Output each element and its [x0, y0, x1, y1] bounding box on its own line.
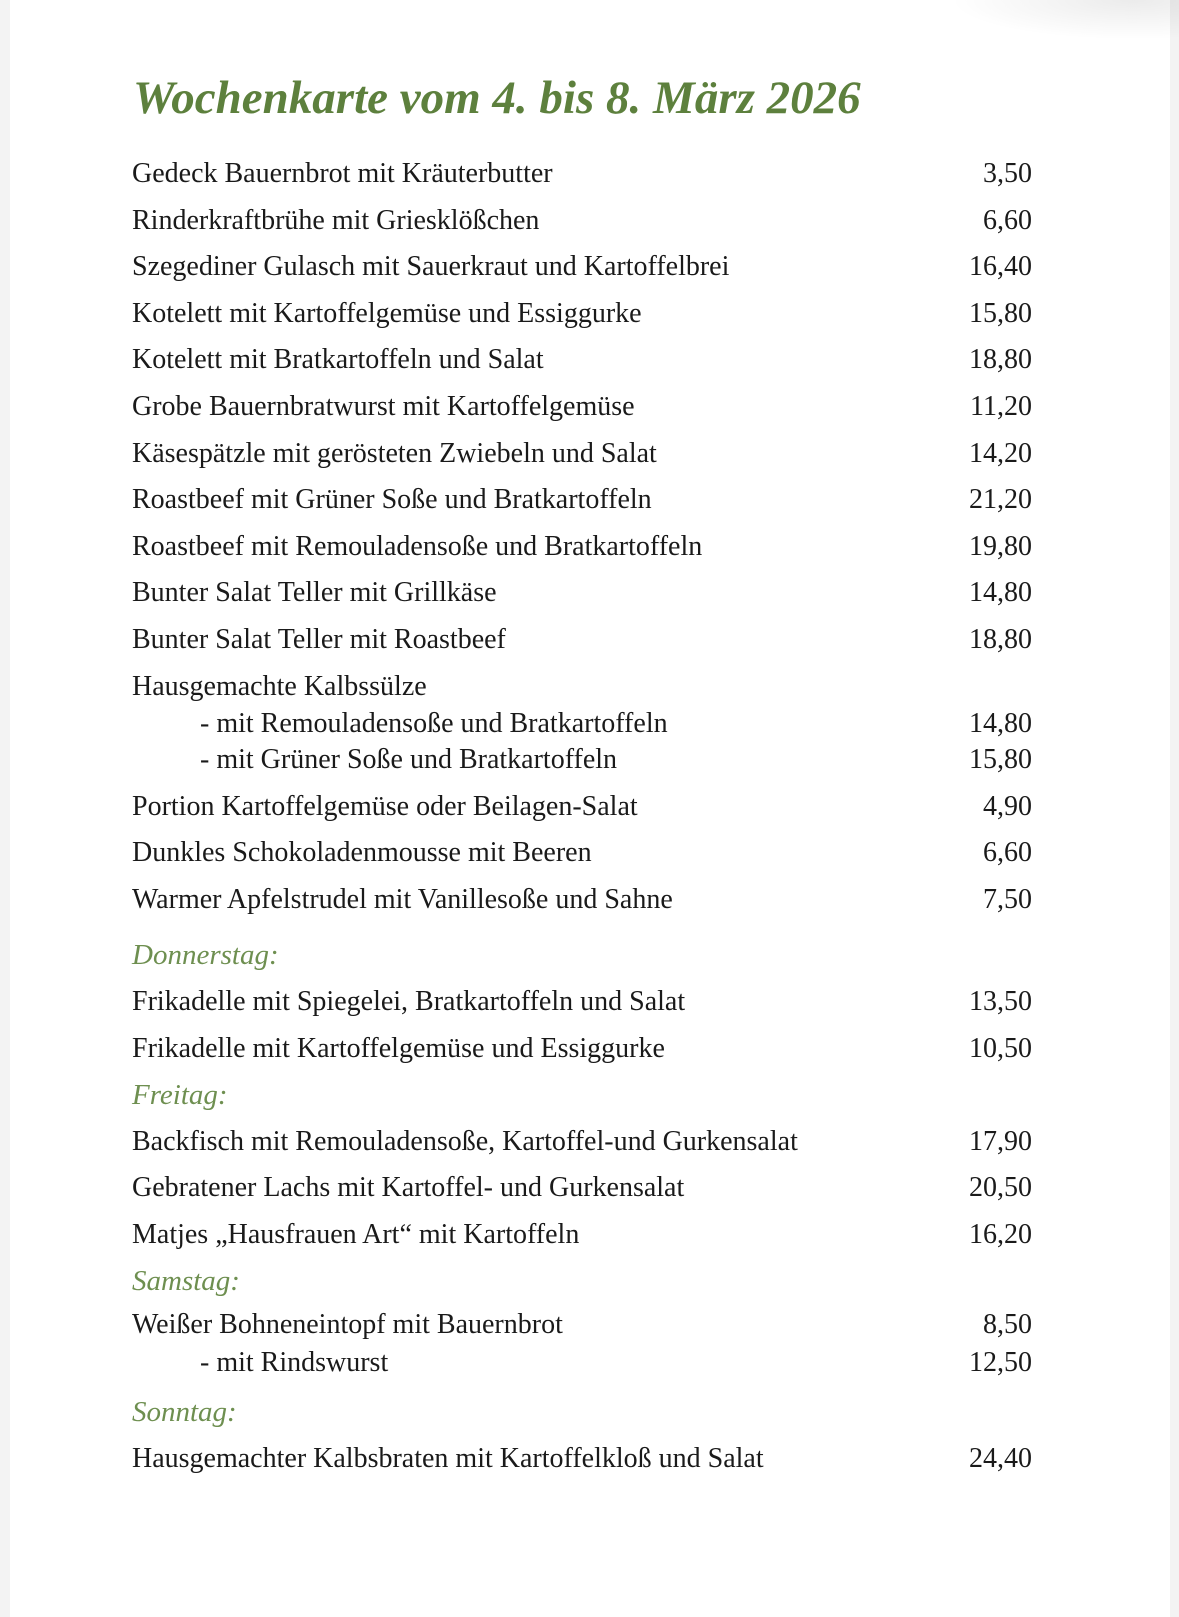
item-price: 24,40 [969, 1442, 1032, 1474]
item-price: 18,80 [969, 623, 1032, 655]
item-price: 14,80 [969, 707, 1032, 739]
item-name: - mit Rindswurst [200, 1347, 389, 1379]
menu-item [132, 524, 1032, 571]
menu-item [132, 1119, 1032, 1166]
page-title: Wochenkarte vom 4. bis 8. März 2026 [133, 72, 861, 124]
menu-item [132, 151, 1032, 198]
menu-item [132, 1305, 1032, 1345]
item-price: 16,20 [969, 1218, 1032, 1250]
item-name: Käsespätzle mit gerösteten Zwiebeln und Salat [132, 437, 657, 469]
item-price: 4,90 [983, 790, 1032, 822]
item-price: 19,80 [969, 530, 1032, 562]
item-name: Rinderkraftbrühe mit Griesklößchen [132, 204, 540, 236]
item-price: 8,50 [983, 1309, 1032, 1341]
item-name: Portion Kartoffelgemüse oder Beilagen-Salat [132, 790, 638, 822]
menu-item [132, 979, 1032, 1026]
menu-item-option [132, 742, 1032, 778]
item-name: Matjes „Hausfrauen Art“ mit Kartoffeln [132, 1218, 580, 1250]
item-name: - mit Grüner Soße und Bratkartoffeln [200, 743, 618, 775]
item-name: Roastbeef mit Remouladensoße und Bratkartoffeln [132, 530, 703, 562]
item-name: Hausgemachte Kalbssülze [132, 670, 427, 702]
menu-item [132, 384, 1032, 431]
menu-item [132, 337, 1032, 384]
item-price: 3,50 [983, 158, 1032, 189]
spacer [132, 923, 1032, 932]
item-price: 12,50 [969, 1347, 1032, 1379]
item-price: 6,60 [983, 837, 1032, 869]
item-name: Backfisch mit Remouladensoße, Kartoffel-und Gurkensalat [132, 1125, 798, 1157]
item-price: 13,50 [969, 985, 1032, 1017]
item-name: Gedeck Bauernbrot mit Kräuterbutter [132, 158, 553, 189]
item-name: Gebratener Lachs mit Kartoffel- und Gurkensalat [132, 1172, 685, 1204]
item-name: Szegediner Gulasch mit Sauerkraut und Kartoffelbrei [132, 251, 730, 283]
menu-item [132, 198, 1032, 245]
item-name: - mit Remouladensoße und Bratkartoffeln [200, 707, 668, 739]
day-heading-samstag: Samstag: [132, 1265, 240, 1298]
item-price: 16,40 [969, 251, 1032, 283]
item-price: 20,50 [969, 1172, 1032, 1204]
menu-item-option [132, 1345, 1032, 1381]
day-heading-freitag: Freitag: [132, 1079, 228, 1112]
item-name: Grobe Bauernbratwurst mit Kartoffelgemüse [132, 390, 635, 422]
menu-list [132, 151, 1032, 1482]
day-heading-donnerstag: Donnerstag: [132, 939, 279, 972]
menu-item-option [132, 706, 1032, 742]
menu-item [132, 617, 1032, 664]
item-name: Roastbeef mit Grüner Soße und Bratkartoffeln [132, 484, 652, 516]
item-price: 10,50 [969, 1032, 1032, 1064]
menu-item [132, 877, 1032, 924]
menu-item [132, 1165, 1032, 1212]
menu-item [132, 291, 1032, 338]
page-shadow [949, 0, 1179, 40]
item-name: Warmer Apfelstrudel mit Vanillesoße und Sahne [132, 883, 673, 915]
item-name: Frikadelle mit Kartoffelgemüse und Essiggurke [132, 1032, 665, 1064]
item-name: Bunter Salat Teller mit Roastbeef [132, 623, 506, 655]
menu-item [132, 830, 1032, 877]
menu-item [132, 784, 1032, 831]
menu-item [132, 1436, 1032, 1483]
item-name: Hausgemachter Kalbsbraten mit Kartoffelkloß und Salat [132, 1442, 764, 1474]
item-price: 14,20 [969, 437, 1032, 469]
item-price: 7,50 [983, 883, 1032, 915]
menu-item [132, 431, 1032, 478]
item-name: Bunter Salat Teller mit Grillkäse [132, 577, 497, 609]
item-price: 14,80 [969, 577, 1032, 609]
item-name: Kotelett mit Kartoffelgemüse und Essiggurke [132, 297, 642, 329]
item-name: Dunkles Schokoladenmousse mit Beeren [132, 837, 592, 869]
menu-item [132, 1026, 1032, 1073]
menu-item [132, 570, 1032, 617]
item-price: 15,80 [969, 297, 1032, 329]
item-name: Frikadelle mit Spiegelei, Bratkartoffeln und Salat [132, 985, 686, 1017]
item-name: Kotelett mit Bratkartoffeln und Salat [132, 344, 544, 376]
menu-item [132, 668, 1032, 706]
item-price: 21,20 [969, 484, 1032, 516]
menu-item [132, 1212, 1032, 1259]
menu-item [132, 244, 1032, 291]
day-heading-sonntag: Sonntag: [132, 1396, 237, 1429]
menu-item [132, 477, 1032, 524]
item-price: 18,80 [969, 344, 1032, 376]
item-price: 15,80 [969, 743, 1032, 775]
item-price: 6,60 [983, 204, 1032, 236]
item-name: Weißer Bohneneintopf mit Bauernbrot [132, 1309, 563, 1341]
item-price: 11,20 [970, 390, 1032, 422]
item-price: 17,90 [969, 1125, 1032, 1157]
